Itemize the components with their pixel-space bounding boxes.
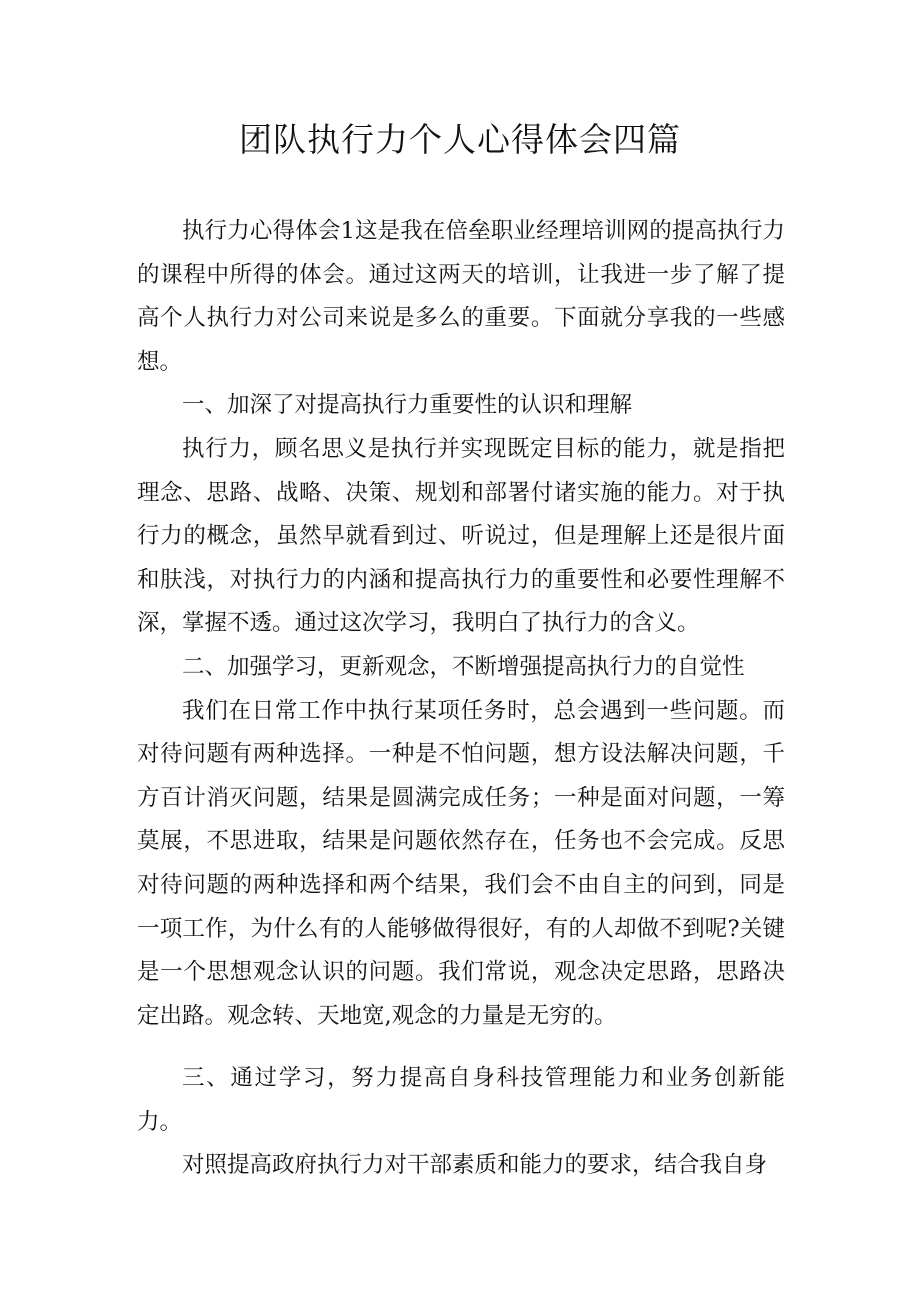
document-title: 团队执行力个人心得体会四篇 [239, 120, 681, 159]
paragraph-intro: 执行力心得体会1这是我在倍垒职业经理培训网的提高执行力的课程中所得的体会。通过这两天的培训，让我进一步了解了提高个人执行力对公司来说是多么的重要。下面就分享我的一些感想。 [137, 218, 785, 375]
section-heading-1: 一、加深了对提高执行力重要性的认识和理解 [182, 392, 633, 419]
paragraph-problems: 我们在日常工作中执行某项任务时，总会遇到一些问题。而对待问题有两种选择。一种是不怕问题，想方设法解决问题，千方百计消灭问题，结果是圆满完成任务；一种是面对问题，一筹莫展，不思进取，结果是问题依然存在，任务也不会完成。反思对待问题的两种选择和两个结果，我们会不由自主的问到，同是一项工作，为什么有的人能够做得很好，有的人却做不到呢?关键是一个思想观念认识的问题。我们常说，观念决定思路，思路决定出路。观念转、天地宽,观念的力量是无穷的。 [137, 697, 785, 1029]
paragraph-definition: 执行力，顾名思义是执行并实现既定目标的能力，就是指把理念、思路、战略、决策、规划和部署付诸实施的能力。对于执行力的概念，虽然早就看到过、听说过，但是理解上还是很片面和肤浅，对执行力的内涵和提高执行力的重要性和必要性理解不深，掌握不透。通过这次学习，我明白了执行力的含义。 [137, 435, 785, 637]
section-heading-3: 三、通过学习，努力提高自身科技管理能力和业务创新能力。 [137, 1065, 785, 1135]
paragraph-comparison: 对照提高政府执行力对干部素质和能力的要求，结合我自身 [182, 1152, 768, 1179]
document-body [137, 210, 785, 1188]
section-heading-2: 二、加强学习，更新观念，不断增强提高执行力的自觉性 [182, 653, 745, 680]
